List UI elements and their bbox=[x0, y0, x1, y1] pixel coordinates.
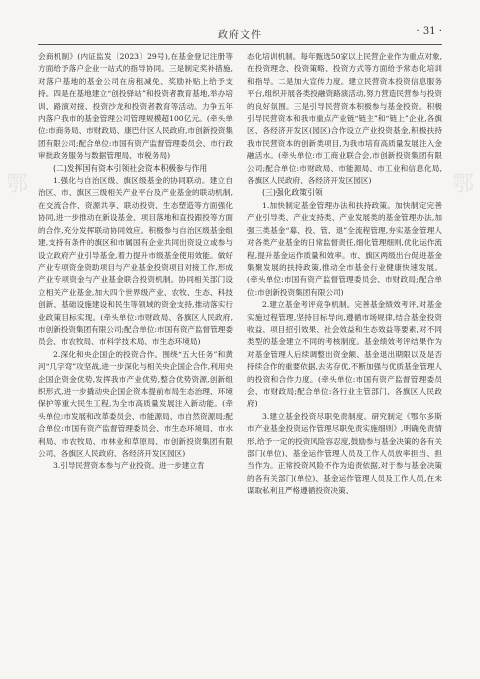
header-title: 政府文件 bbox=[218, 30, 262, 41]
body-paragraph: 态化培训机制。每年甄选50家以上民营企业作为重点对象,在投资理念、投资策略、投资方式等方面给予常态化培训和指导。二是加大宣传力度。建立民营资本投资信息服务平台,组织开展各类投融资路演活动,努力营造民营参与投资的良好氛围。三是引导民营资本积极参与基金投资。积极引导民营资本和我市重点产业链“链主”和“链上”企业,各旗区、各经济开发区(园区)合作设立产业投资基金,积极扶持我市民营资本的创新类项目,为我市培育高质量发展注入金融活水。(牵头单位:市工商业联合会,市创新投资集团有限公司;配合单位:市财政局、市能源局、市工业和信息化局,各旗区人民政府、各经济开发区园区) bbox=[247, 52, 442, 186]
two-column-body bbox=[38, 51, 442, 657]
body-paragraph: 3.建立基金投资尽职免责制度。研究制定《鄂尔多斯市产业基金投资运作管理尽职免责实施细则》,明确免责情形,给予一定的投资风险容忍度,鼓励参与基金决策的各有关部门(单位)、基金运作管理人员及工作人员放率担当、担当作为。正常投资风险不作为追责依据,对于参与基金决策的各有关部门(单位)、基金运作管理人员及工作人员,在未谋取私利且严格遵循投资决策、 bbox=[247, 411, 442, 496]
body-paragraph: 1.强化与自治区级、旗区级基金的协同联动。建立自治区、市、旗区三级相关产业平台及产业基金的联动机制,在交流合作、资源共享、联动投资、生态塑造等方面强化协同,进一步推动在新设基金、项目落地和直投跟投等方面的合作,充分发挥联动协同效应。积极参与自治区级基金组建,支持有条件的旗区和市属国有企业共同出资设立或参与设立政府产业引导基金,着力提升市级基金使用效能。做好产业专项资金资助项目与产业基金投资项目对接工作,形成产业专项资金与产业基金联合投资机制。协同相关部门设立相关产业基金,加大四个世界级产业、农牧、生态、科技创新、基础设施建设和民生等领域的资金支持,推动落实行业政策目标实现。(牵头单位:市财政局、各旗区人民政府,市创新投资集团有限公司;配合单位:市国有资产监督管理委员会、市农牧局、市科学技术局、市生态环境局) bbox=[38, 176, 233, 347]
body-paragraph: 2.深化和央企国企的投资合作。围绕“五大任务”和黄河“几字弯”攻坚战,进一步深化与相关央企国企合作,利用央企国企资金优势,发挥我市产业优势,整合优势资源,创新组织形式,进一步撬动央企国企资本提前布局生态治理、环境保护等重大民生工程,为全市高质量发展注入新动能。(牵头单位:市发展和改革委员会、市能源局、市自然资源局;配合单位:市国有资产监督管理委员会、市生态环境局、市水利局、市农牧局、市林业和草原局、市创新投资集团有限公司、各旗区人民政府、各经济开发区园区) bbox=[38, 349, 233, 458]
body-paragraph: 1.加快制定基金管理办法和扶持政策。加快制定完善产业引导类、产业支持类、产业发展类的基金管理办法,加强三类基金“募、投、管、退”全流程管理,夯实基金管理人对各类产业基金的日常监督责任,细化管理细则,优化运作流程,提升基金运作质量和效率。市、旗区两级出台促进基金集聚发展的扶持政策,推动全市基金行业健康快速发展。(牵头单位:市国有资产监督管理委员会、市财政局;配合单位:市创新投资集团有限公司) bbox=[247, 200, 442, 297]
watermark-text: 鄂 bbox=[451, 172, 474, 197]
watermark-left bbox=[2, 170, 32, 200]
page-number: · 31 · bbox=[416, 26, 442, 37]
section-heading: (三)强化政策引领 bbox=[262, 188, 323, 198]
header-divider bbox=[38, 44, 442, 45]
right-column bbox=[247, 51, 442, 657]
body-paragraph: 会商机制》(内证监发〔2023〕29号),在基金登记注册等方面给予落户企业一站式的指导协同。三是制定奖补措施,对落户基地的基金公司在房租减免、奖励补贴上给予支持。四是在基地建立“创投驿站”和投资者教育基地,举办培训、路演对接、投资沙龙和投资者教育等活动。力争五年内落户我市的基金管理公司管理规模超100亿元。(牵头单位:市商务局、市财政局、康巴什区人民政府,市创新投资集团有限公司;配合单位:市国有资产监督管理委员会、市行政审批政务服务与数据管理局、市税务局) bbox=[38, 52, 233, 161]
left-column bbox=[38, 51, 233, 657]
page-header bbox=[38, 26, 442, 46]
watermark-text: 鄂 bbox=[5, 172, 28, 197]
body-paragraph: 3.引导民营资本参与产业投资。进一步建立肯 bbox=[53, 461, 205, 471]
section-heading: (二)发挥国有资本引领社会资本积极参与作用 bbox=[53, 163, 208, 173]
watermark-right bbox=[448, 170, 478, 200]
body-paragraph: 2.建立基金考评竞争机制。完善基金绩效考评,对基金实施过程管理,坚持目标导向,遵循市场规律,结合基金投资收益、项目招引效果、社会效益和生态效益等要素,对不同类型的基金建立不同的考核制度。基金绩效考评结果作为对基金管理人后续调整出资金额、基金退出期限以及是否持续合作的重要依据,去劣存优,不断加强与优质基金管理人的投资和合作力度。(牵头单位:市国有资产监督管理委员会、市财政局;配合单位:各行业主管部门、各旗区人民政府) bbox=[247, 300, 442, 409]
